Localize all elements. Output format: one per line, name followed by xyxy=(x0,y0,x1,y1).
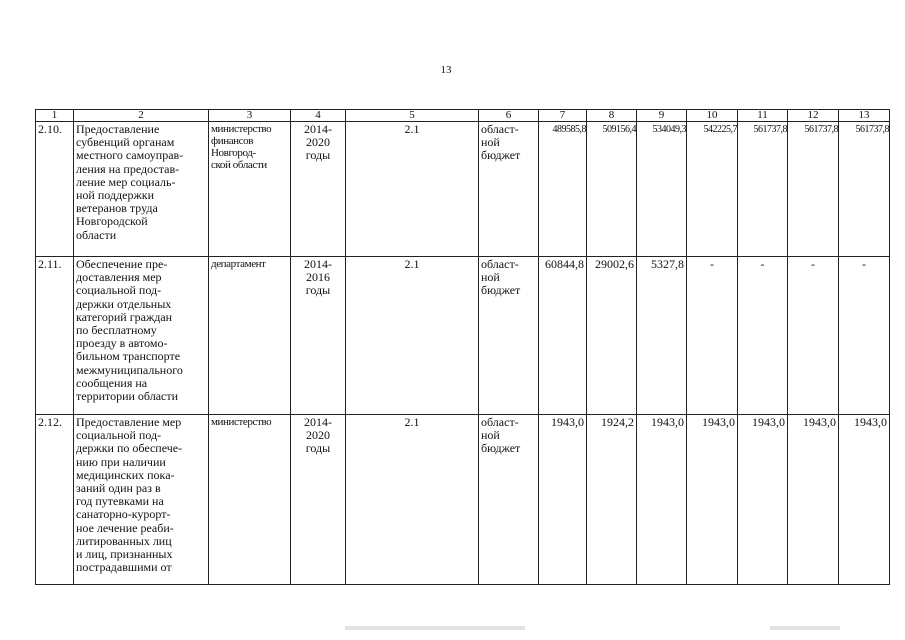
row-number: 2.12. xyxy=(36,415,74,585)
target-indicator-code: 2.1 xyxy=(346,415,479,585)
scan-artifact xyxy=(770,626,840,630)
column-header: 8 xyxy=(587,110,637,122)
amount-cell: - xyxy=(738,257,788,415)
responsible-agency: министерство финансов Новгород- ской области xyxy=(209,122,291,257)
amount-cell: 509156,4 xyxy=(587,122,637,257)
column-header: 13 xyxy=(839,110,890,122)
amount-cell: 1943,0 xyxy=(539,415,587,585)
activity-description: Обеспечение пре- доставления мер социальной под- держки отдельных категорий граждан по бесплатному проезду в автомо- бильном транспорте межмуниципального сообщения на территории области xyxy=(74,257,209,415)
amount-cell: 1943,0 xyxy=(738,415,788,585)
funding-source: област- ной бюджет xyxy=(479,415,539,585)
target-indicator-code: 2.1 xyxy=(346,257,479,415)
table-row xyxy=(36,415,890,585)
row-number: 2.11. xyxy=(36,257,74,415)
amount-cell: 1943,0 xyxy=(637,415,687,585)
column-header: 11 xyxy=(738,110,788,122)
funding-source: област- ной бюджет xyxy=(479,122,539,257)
implementation-years: 2014- 2020 годы xyxy=(291,122,346,257)
amount-cell: 60844,8 xyxy=(539,257,587,415)
funding-source: област- ной бюджет xyxy=(479,257,539,415)
row-number: 2.10. xyxy=(36,122,74,257)
column-header: 2 xyxy=(74,110,209,122)
amount-cell: - xyxy=(839,257,890,415)
amount-cell: 1924,2 xyxy=(587,415,637,585)
amount-cell: 489585,8 xyxy=(539,122,587,257)
amount-cell: 5327,8 xyxy=(637,257,687,415)
column-header: 9 xyxy=(637,110,687,122)
column-header: 12 xyxy=(788,110,839,122)
column-header: 10 xyxy=(687,110,738,122)
table-row xyxy=(36,257,890,415)
responsible-agency: департамент xyxy=(209,257,291,415)
target-indicator-code: 2.1 xyxy=(346,122,479,257)
column-header: 5 xyxy=(346,110,479,122)
activity-description: Предоставление субвенций органам местного самоуправ- ления на предостав- ление мер социаль- ной поддержки ветеранов труда Новгородской области xyxy=(74,122,209,257)
table-row xyxy=(36,122,890,257)
amount-cell: 542225,7 xyxy=(687,122,738,257)
implementation-years: 2014- 2016 годы xyxy=(291,257,346,415)
amount-cell: 534049,3 xyxy=(637,122,687,257)
column-header: 3 xyxy=(209,110,291,122)
program-activities-table xyxy=(35,109,890,585)
column-header: 6 xyxy=(479,110,539,122)
activity-description: Предоставление мер социальной под- держки по обеспече- нию при наличии медицинских пока- заний один раз в год путевками на санаторно-курорт- ное лечение реаби- литированных лиц и лиц, признанных пострадавшими от xyxy=(74,415,209,585)
amount-cell: 1943,0 xyxy=(687,415,738,585)
column-header: 4 xyxy=(291,110,346,122)
scan-artifact xyxy=(345,626,525,630)
amount-cell: 1943,0 xyxy=(788,415,839,585)
amount-cell: - xyxy=(788,257,839,415)
page-number: 13 xyxy=(440,64,452,76)
column-number-row xyxy=(36,110,890,122)
amount-cell: 561737,8 xyxy=(738,122,788,257)
responsible-agency: министерство xyxy=(209,415,291,585)
implementation-years: 2014- 2020 годы xyxy=(291,415,346,585)
column-header: 7 xyxy=(539,110,587,122)
amount-cell: 1943,0 xyxy=(839,415,890,585)
amount-cell: 561737,8 xyxy=(839,122,890,257)
amount-cell: - xyxy=(687,257,738,415)
amount-cell: 29002,6 xyxy=(587,257,637,415)
amount-cell: 561737,8 xyxy=(788,122,839,257)
column-header: 1 xyxy=(36,110,74,122)
